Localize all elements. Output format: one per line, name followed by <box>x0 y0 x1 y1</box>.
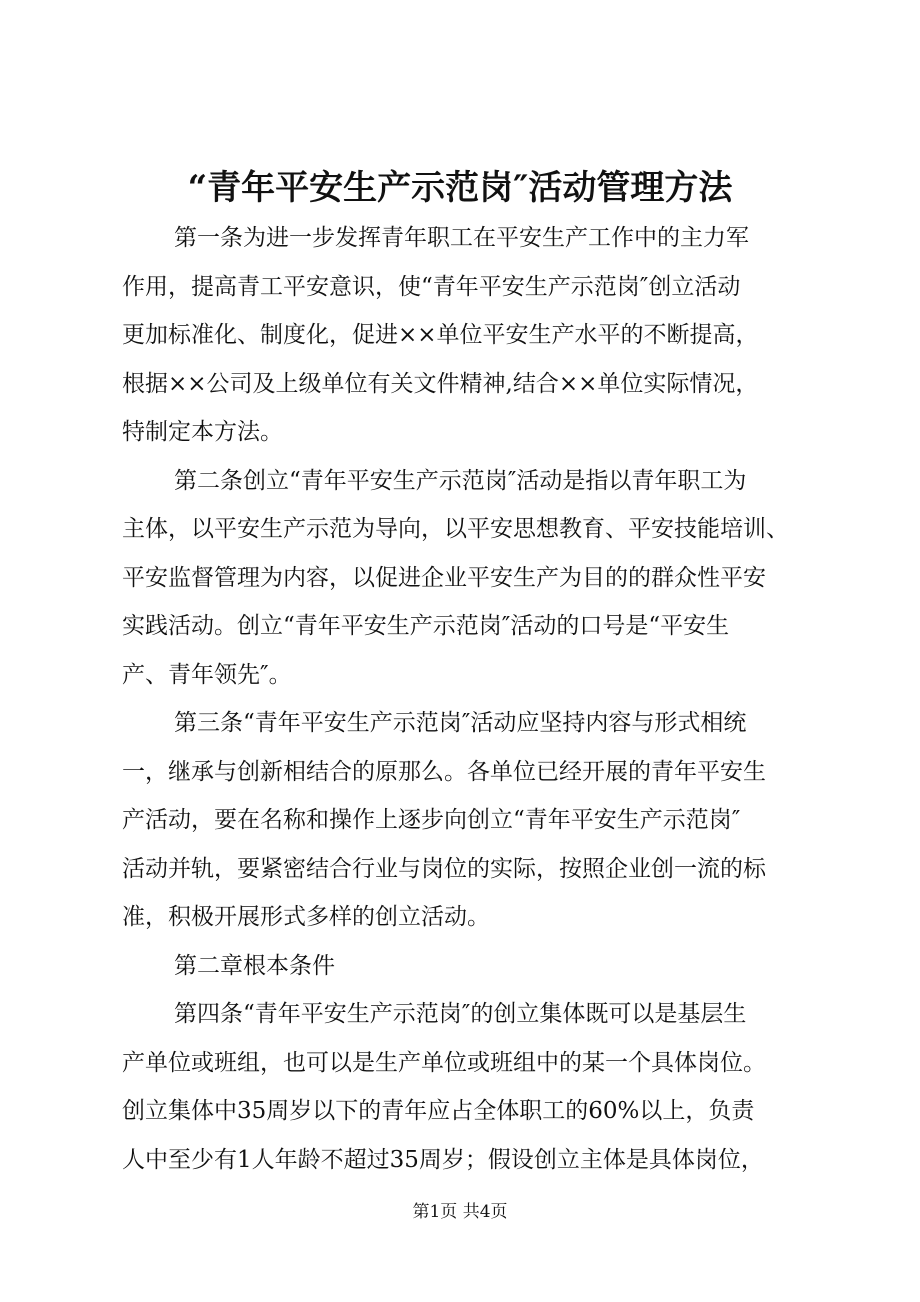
paragraph-line: 根据××公司及上级单位有关文件精神,结合××单位实际情况， <box>122 370 759 397</box>
paragraph-line: 平安监督管理为内容，以促进企业平安生产为目的的群众性平安 <box>122 564 766 591</box>
paragraph-line: 第三条“青年平安生产示范岗″活动应坚持内容与形式相统 <box>174 710 747 736</box>
paragraph-line: 第四条“青年平安生产示范岗″的创立集体既可以是基层生 <box>174 1001 747 1027</box>
paragraph-line: 主体，以平安生产示范为导向，以平安思想教育、平安技能培训、 <box>122 516 789 542</box>
document-body <box>122 214 812 1184</box>
chapter-heading: 第二章根本条件 <box>174 952 335 979</box>
paragraph-line: 产单位或班组，也可以是生产单位或班组中的某一个具体岗位。 <box>122 1049 766 1076</box>
paragraph-line: 产活动，要在名称和操作上逐步向创立“青年平安生产示范岗″ <box>122 807 741 833</box>
paragraph-line: 创立集体中35周岁以下的青年应占全体职工的60%以上，负责 <box>122 1098 755 1124</box>
paragraph-line: 第一条为进一步发挥青年职工在平安生产工作中的主力军 <box>174 225 749 251</box>
paragraph-line: 准，积极开展形式多样的创立活动。 <box>122 904 490 930</box>
paragraph-line: 第二条创立“青年平安生产示范岗″活动是指以青年职工为 <box>174 467 747 494</box>
paragraph-line: 作用，提高青工平安意识，使“青年平安生产示范岗″创立活动 <box>122 273 741 300</box>
document-title: “青年平安生产示范岗″活动管理方法 <box>187 168 733 208</box>
page-footer: 第1页 共4页 <box>412 1202 508 1222</box>
paragraph-line: 人中至少有1人年龄不超过35周岁；假设创立主体是具体岗位， <box>122 1146 764 1173</box>
paragraph-line: 产、青年领先″。 <box>122 661 292 688</box>
paragraph-line: 一，继承与创新相结合的原那么。各单位已经开展的青年平安生 <box>122 758 766 785</box>
paragraph-line: 活动并轨，要紧密结合行业与岗位的实际，按照企业创一流的标 <box>122 855 766 882</box>
paragraph-line: 更加标准化、制度化，促进××单位平安生产水平的不断提高， <box>122 322 759 348</box>
paragraph-line: 特制定本方法。 <box>122 419 283 445</box>
paragraph-line: 实践活动。创立“青年平安生产示范岗″活动的口号是“平安生 <box>122 613 730 639</box>
